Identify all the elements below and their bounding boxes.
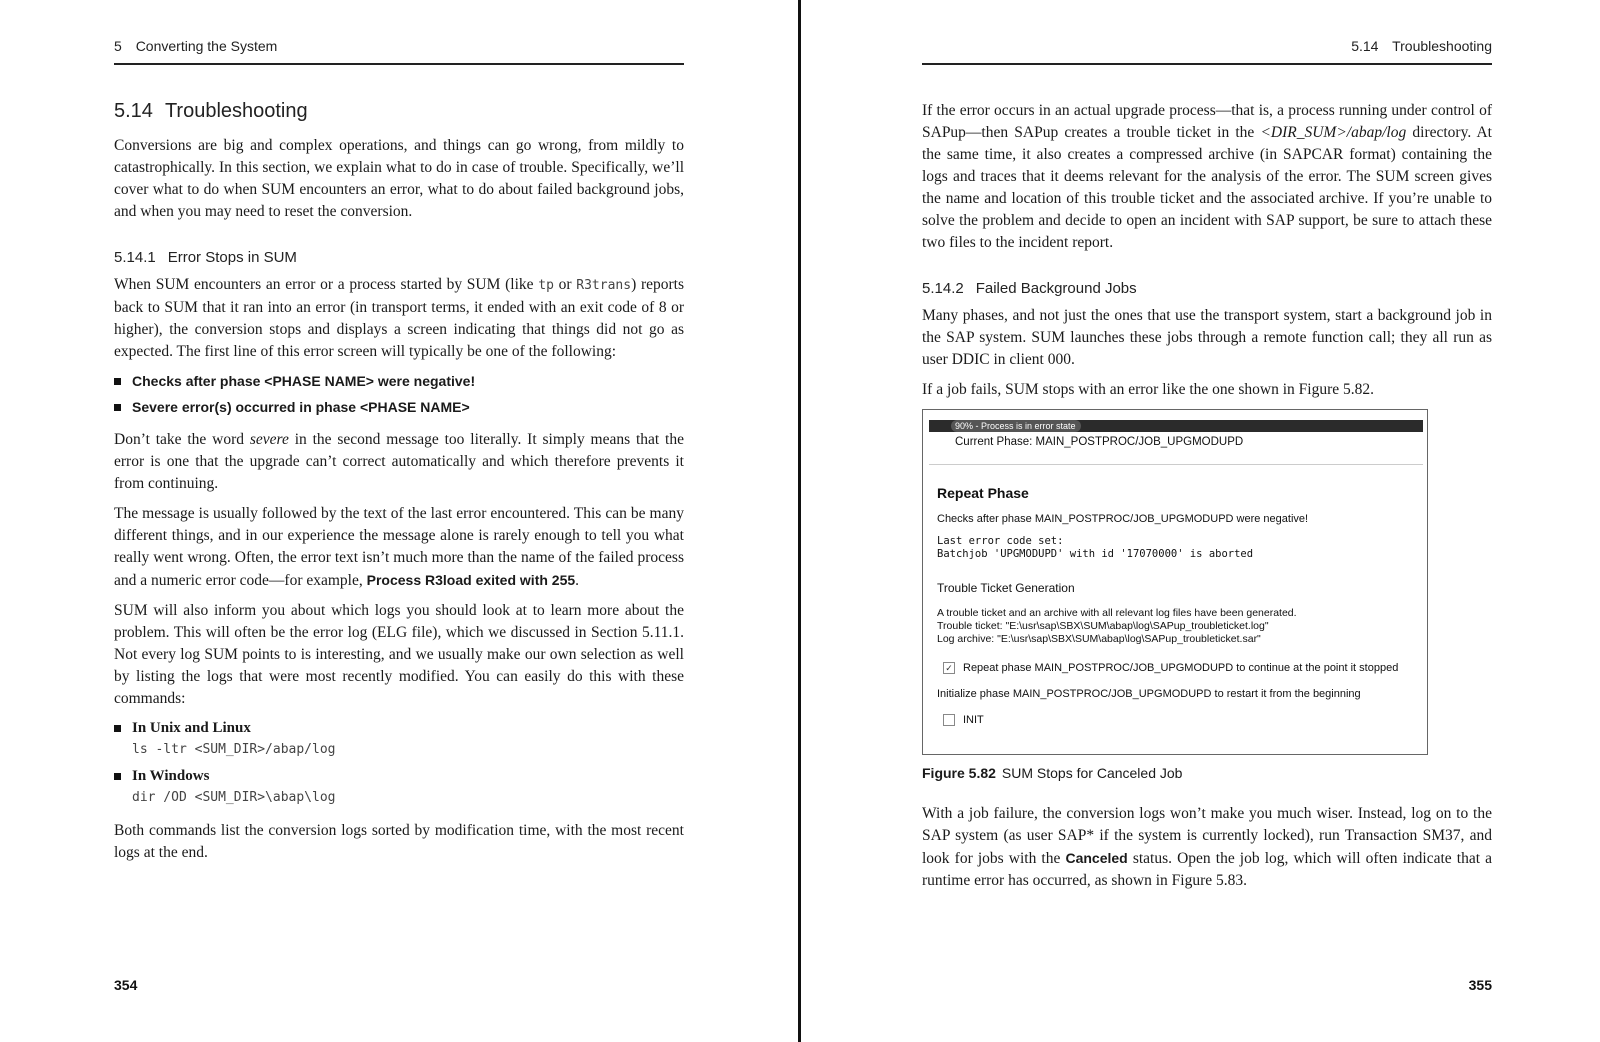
init-description: Initialize phase MAIN_POSTPROC/JOB_UPGMODUPD to restart it from the beginning bbox=[937, 688, 1361, 700]
figure-caption bbox=[922, 765, 1492, 781]
list-item: Severe error(s) occurred in phase <PHASE NAME> bbox=[114, 397, 684, 417]
page-gutter bbox=[798, 0, 801, 1042]
figure-title: SUM Stops for Canceled Job bbox=[1001, 765, 1183, 781]
text-run: or bbox=[553, 276, 577, 293]
code-r3trans: R3trans bbox=[576, 278, 632, 293]
left-content bbox=[114, 100, 684, 872]
error-message-list bbox=[114, 371, 684, 417]
running-head-left bbox=[114, 38, 684, 65]
checkbox-unchecked-icon[interactable] bbox=[943, 714, 955, 726]
text-run: in the second message too literally. It simply means that the error is one that the upgrade can’t correct automatically and which therefore prevents it from continuing. bbox=[114, 431, 684, 492]
paragraph-background-jobs: Many phases, and not just the ones that use the transport system, start a background job in the SAP system. SUM launches these jobs through a remote function call; they all run as user DDIC in client 000. bbox=[922, 307, 1492, 368]
emphasis-severe: severe bbox=[249, 431, 289, 448]
text-run: . bbox=[575, 572, 580, 589]
paragraph-severe bbox=[114, 429, 684, 495]
subsection-title: Failed Background Jobs bbox=[975, 280, 1137, 297]
text-run: directory. At the same time, it also creates a compressed archive (in SAPCAR format) containing the logs and traces that it deems relevant for the analysis of the error. The SUM screen gives the name and location of this trouble ticket and the associated archive. If you’re unable to solve the problem and decide to open an incident with SAP support, be sure to attach these two files to the incident report. bbox=[922, 124, 1492, 251]
init-option-label: INIT bbox=[963, 714, 984, 726]
ticket-line: A trouble ticket and an archive with all relevant log files have been generated. bbox=[937, 607, 1297, 619]
right-page bbox=[802, 0, 1600, 1042]
figure-body bbox=[923, 485, 1427, 726]
right-content bbox=[922, 100, 1492, 900]
error-code-line: Last error code set: bbox=[937, 535, 1064, 547]
progress-label: 90% - Process is in error state bbox=[955, 421, 1076, 431]
checks-message: Checks after phase MAIN_POSTPROC/JOB_UPGMODUPD were negative! bbox=[937, 513, 1309, 525]
ticket-path: Trouble ticket: "E:\usr\sap\SBX\SUM\abap\log\SAPup_troubleticket.log" bbox=[937, 620, 1269, 632]
ui-text-canceled: Canceled bbox=[1065, 850, 1128, 866]
text-run: ) reports back to SUM that it ran into an error (in transport terms, it ended with an exit code of 8 or higher), the conversion stops and displays a screen indicating that things did not go as expected. The first line of this error screen will typically be one of the following: bbox=[114, 276, 684, 360]
command-title: In Unix and Linux bbox=[132, 720, 251, 736]
paragraph-job-fails: If a job fails, SUM stops with an error like the one shown in Figure 5.82. bbox=[922, 381, 1375, 398]
checkbox-checked-icon[interactable]: ✓ bbox=[943, 662, 955, 674]
list-item: Checks after phase <PHASE NAME> were negative! bbox=[114, 371, 684, 391]
intro-paragraph: Conversions are big and complex operations, and things can go wrong, from mildly to catastrophically. In this section, we explain what to do in case of trouble. Specifically, we’ll cover what to do when SUM encounters an error, what to do about failed background jobs, and when you may need to reset the conversion. bbox=[114, 137, 684, 220]
figure-screenshot bbox=[922, 409, 1428, 755]
paragraph-error-report bbox=[114, 274, 684, 363]
subsection-heading-error-stops bbox=[114, 249, 684, 266]
list-item bbox=[114, 766, 684, 808]
subsection-number: 5.14.2 bbox=[922, 280, 964, 297]
page-number-left: 354 bbox=[114, 977, 138, 993]
running-head-right bbox=[922, 38, 1492, 65]
command-code: dir /OD <SUM_DIR>\abap\log bbox=[132, 790, 336, 805]
list-item bbox=[114, 718, 684, 760]
repeat-option[interactable] bbox=[937, 662, 1413, 674]
chapter-title: Converting the System bbox=[135, 38, 278, 54]
subsection-heading-failed-jobs bbox=[922, 280, 1492, 297]
figure-header bbox=[929, 420, 1423, 465]
text-run: The message is usually followed by the text of the last error encountered. This can be many different things, and in our experience the message alone is rarely enough to tell you what really went wrong. Often, the error text isn’t much more than the name of the failed process and a numeric error code—for example, bbox=[114, 505, 684, 589]
emphasis-path: <DIR_SUM>/abap/log bbox=[1260, 124, 1407, 141]
text-run: With a job failure, the conversion logs won’t make you much wiser. Instead, log on to the SAP system (as user SAP* if the system is currently locked), run Transaction SM37, and look for jobs with the bbox=[922, 805, 1492, 867]
error-code-block bbox=[937, 535, 1413, 561]
section-heading bbox=[114, 100, 684, 123]
left-page bbox=[0, 0, 798, 1042]
command-title: In Windows bbox=[132, 768, 210, 784]
trouble-ticket-block bbox=[937, 607, 1413, 646]
paragraph-error-text bbox=[114, 503, 684, 592]
chapter-number: 5 bbox=[114, 38, 122, 54]
current-phase-label: Current Phase: MAIN_POSTPROC/JOB_UPGMODUPD bbox=[955, 436, 1244, 448]
command-list bbox=[114, 718, 684, 808]
section-title: Troubleshooting bbox=[1392, 38, 1492, 54]
text-run: status. Open the job log, which will often indicate that a runtime error has occurred, as shown in Figure 5.83. bbox=[922, 850, 1493, 889]
ui-text-r3load: Process R3load exited with 255 bbox=[366, 572, 576, 588]
subsection-number: 5.14.1 bbox=[114, 249, 156, 266]
command-code: ls -ltr <SUM_DIR>/abap/log bbox=[132, 742, 336, 757]
paragraph-commands-summary: Both commands list the conversion logs sorted by modification time, with the most recent logs at the end. bbox=[114, 822, 684, 861]
repeat-phase-title: Repeat Phase bbox=[937, 485, 1029, 501]
trouble-ticket-title: Trouble Ticket Generation bbox=[937, 581, 1075, 595]
progress-bar bbox=[929, 420, 1423, 432]
text-run: If the error occurs in an actual upgrade process—that is, a process running under control of SAPup—then SAPup creates a trouble ticket in the bbox=[922, 102, 1492, 141]
archive-path: Log archive: "E:\usr\sap\SBX\SUM\abap\log\SAPup_troubleticket.sar" bbox=[937, 633, 1261, 645]
page-number-right: 355 bbox=[1468, 977, 1492, 993]
text-run: When SUM encounters an error or a process started by SUM (like bbox=[114, 276, 539, 293]
init-option[interactable] bbox=[937, 714, 1413, 726]
paragraph-logs: SUM will also inform you about which logs you should look at to learn more about the problem. This will often be the error log (ELG file), which we discussed in Section 5.11.1. Not every log SUM points to is interesting, and we usually make our own selection as well by listing the logs that were most recently modified. You can easily do this with these commands: bbox=[114, 602, 684, 707]
section-number: 5.14 bbox=[114, 100, 153, 122]
batchjob-line: Batchjob 'UPGMODUPD' with id '17070000' is aborted bbox=[937, 548, 1254, 560]
paragraph-job-failure bbox=[922, 803, 1492, 892]
repeat-option-label: Repeat phase MAIN_POSTPROC/JOB_UPGMODUPD to continue at the point it stopped bbox=[963, 662, 1399, 674]
code-tp: tp bbox=[538, 278, 554, 293]
text-run: Don’t take the word bbox=[114, 431, 250, 448]
section-title: Troubleshooting bbox=[164, 100, 308, 122]
paragraph-trouble-ticket bbox=[922, 100, 1492, 254]
subsection-title: Error Stops in SUM bbox=[167, 249, 297, 266]
section-number: 5.14 bbox=[1351, 38, 1379, 54]
figure-label: Figure 5.82 bbox=[922, 765, 996, 781]
